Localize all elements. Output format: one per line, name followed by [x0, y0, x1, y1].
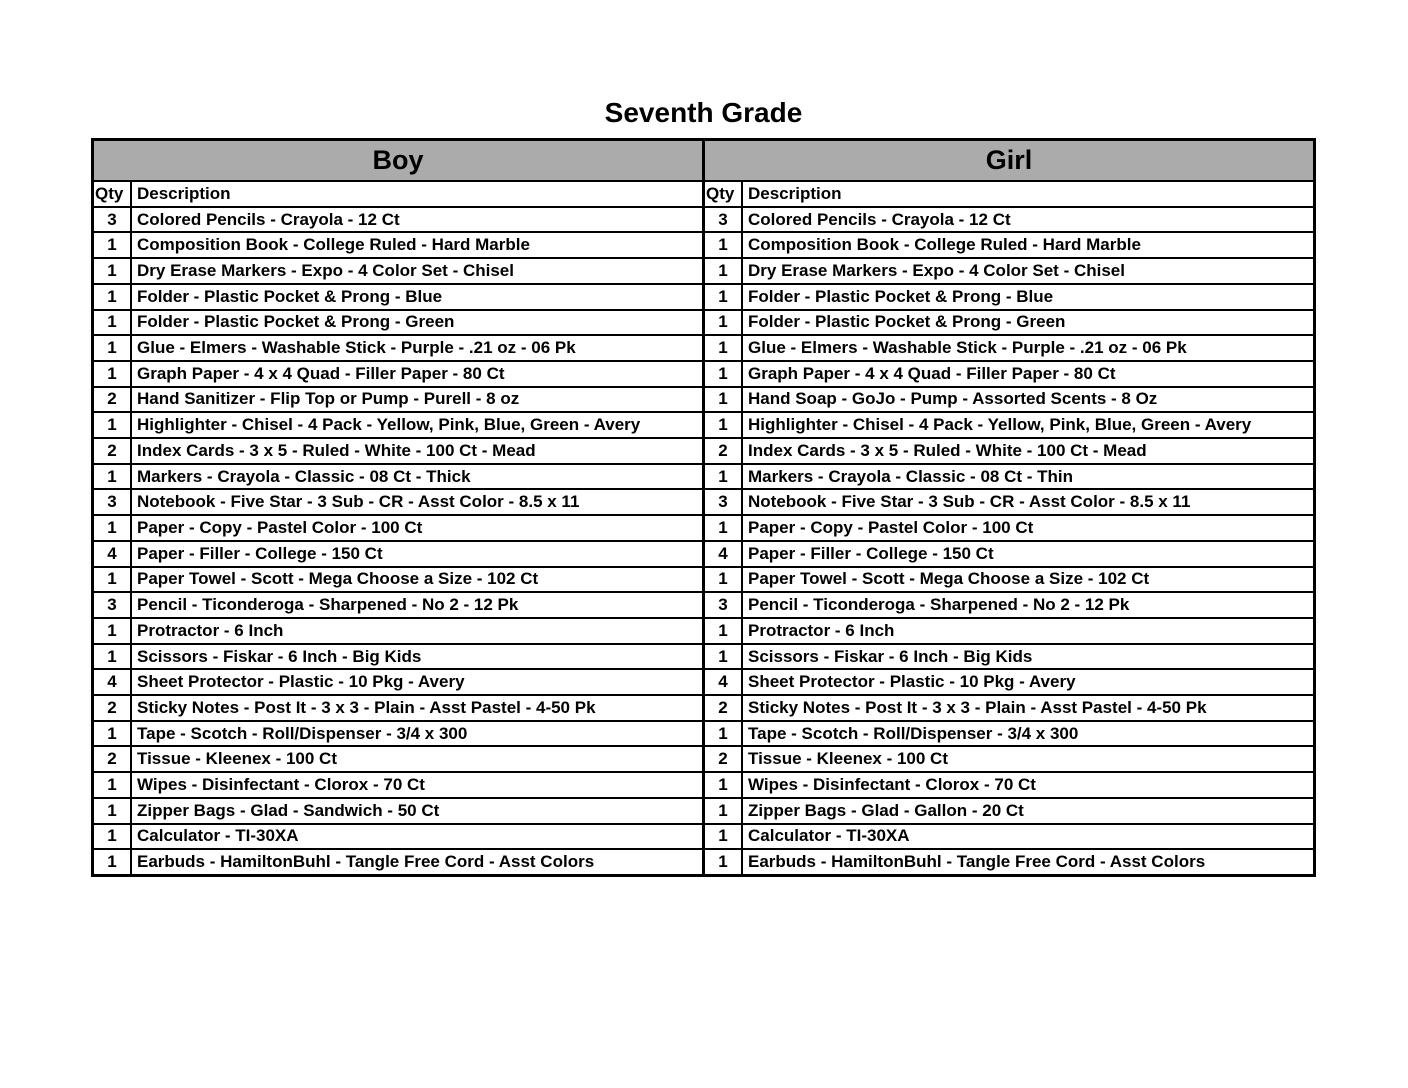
table-row [94, 259, 702, 285]
description-cell: Highlighter - Chisel - 4 Pack - Yellow, Pink, Blue, Green - Avery [748, 415, 1252, 435]
table-row [94, 336, 702, 362]
qty-cell: 3 [94, 208, 132, 232]
table-row [94, 413, 702, 439]
table-row [705, 799, 1313, 825]
table-row [94, 542, 702, 568]
table-row [705, 722, 1313, 748]
table-row [94, 285, 702, 311]
qty-cell: 4 [705, 670, 743, 694]
qty-cell: 2 [94, 439, 132, 463]
description-cell: Composition Book - College Ruled - Hard Marble [137, 235, 530, 255]
qty-cell: 3 [94, 490, 132, 514]
qty-cell: 2 [705, 696, 743, 720]
qty-column-header: Qty [705, 182, 743, 206]
description-cell: Paper Towel - Scott - Mega Choose a Size - 102 Ct [137, 569, 539, 589]
qty-cell: 3 [705, 593, 743, 617]
qty-cell: 1 [705, 336, 743, 360]
qty-cell: 1 [705, 645, 743, 669]
description-cell: Scissors - Fiskar - 6 Inch - Big Kids [137, 646, 422, 666]
description-cell: Markers - Crayola - Classic - 08 Ct - Thin [748, 466, 1073, 486]
qty-cell: 1 [94, 619, 132, 643]
description-cell: Wipes - Disinfectant - Clorox - 70 Ct [137, 775, 425, 795]
qty-cell: 4 [705, 542, 743, 566]
qty-cell: 2 [94, 696, 132, 720]
description-cell: Scissors - Fiskar - 6 Inch - Big Kids [748, 646, 1033, 666]
table-row [94, 722, 702, 748]
description-cell: Zipper Bags - Glad - Sandwich - 50 Ct [137, 800, 440, 820]
description-cell: Pencil - Ticonderoga - Sharpened - No 2 - 12 Pk [137, 595, 519, 615]
description-cell: Notebook - Five Star - 3 Sub - CR - Asst Color - 8.5 x 11 [748, 492, 1191, 512]
qty-cell: 1 [705, 825, 743, 849]
column-header-row [94, 182, 702, 208]
qty-cell: 1 [94, 773, 132, 797]
qty-cell: 2 [705, 439, 743, 463]
table-row [705, 516, 1313, 542]
table-row [94, 490, 702, 516]
qty-cell: 1 [705, 388, 743, 412]
qty-cell: 1 [705, 516, 743, 540]
qty-cell: 1 [94, 233, 132, 257]
table-row [705, 413, 1313, 439]
description-cell: Graph Paper - 4 x 4 Quad - Filler Paper - 80 Ct [137, 363, 505, 383]
description-cell: Paper Towel - Scott - Mega Choose a Size - 102 Ct [748, 569, 1150, 589]
qty-cell: 1 [94, 799, 132, 823]
table-row [94, 568, 702, 594]
table-row [705, 259, 1313, 285]
description-cell: Earbuds - HamiltonBuhl - Tangle Free Cord - Asst Colors [137, 852, 595, 872]
gender-header: Boy [94, 141, 702, 182]
qty-cell: 3 [705, 208, 743, 232]
description-cell: Sticky Notes - Post It - 3 x 3 - Plain - Asst Pastel - 4-50 Pk [748, 697, 1207, 717]
description-cell: Glue - Elmers - Washable Stick - Purple - .21 oz - 06 Pk [137, 338, 576, 358]
table-row [705, 670, 1313, 696]
qty-cell: 1 [705, 619, 743, 643]
description-cell: Wipes - Disinfectant - Clorox - 70 Ct [748, 775, 1036, 795]
qty-cell: 1 [94, 311, 132, 335]
description-cell: Pencil - Ticonderoga - Sharpened - No 2 - 12 Pk [748, 595, 1130, 615]
qty-cell: 1 [705, 311, 743, 335]
description-cell: Paper - Copy - Pastel Color - 100 Ct [137, 517, 423, 537]
table-row [705, 696, 1313, 722]
page-title: Seventh Grade [604, 97, 803, 128]
qty-cell: 1 [705, 799, 743, 823]
qty-cell: 4 [94, 670, 132, 694]
table-row [94, 645, 702, 671]
qty-cell: 1 [94, 645, 132, 669]
table-row [705, 208, 1313, 234]
description-cell: Folder - Plastic Pocket & Prong - Blue [748, 286, 1054, 306]
qty-cell: 1 [94, 568, 132, 592]
qty-cell: 1 [705, 850, 743, 874]
description-cell: Calculator - TI-30XA [137, 826, 299, 846]
description-column-header: Description [748, 183, 842, 203]
table-row [94, 773, 702, 799]
qty-cell: 1 [705, 233, 743, 257]
table-row [705, 542, 1313, 568]
qty-cell: 1 [705, 722, 743, 746]
qty-cell: 1 [94, 285, 132, 309]
qty-cell: 1 [94, 362, 132, 386]
description-cell: Folder - Plastic Pocket & Prong - Blue [137, 286, 443, 306]
table-row [94, 799, 702, 825]
table-row [94, 233, 702, 259]
table-row [705, 645, 1313, 671]
description-cell: Colored Pencils - Crayola - 12 Ct [137, 209, 400, 229]
table-row [705, 773, 1313, 799]
table-row [705, 825, 1313, 851]
qty-cell: 1 [94, 825, 132, 849]
table-row [705, 568, 1313, 594]
table-row [705, 465, 1313, 491]
qty-cell: 1 [705, 285, 743, 309]
description-cell: Sheet Protector - Plastic - 10 Pkg - Avery [748, 672, 1076, 692]
description-cell: Sheet Protector - Plastic - 10 Pkg - Avery [137, 672, 465, 692]
description-cell: Tissue - Kleenex - 100 Ct [137, 749, 337, 769]
table-row [705, 233, 1313, 259]
description-cell: Markers - Crayola - Classic - 08 Ct - Thick [137, 466, 471, 486]
table-row [94, 208, 702, 234]
qty-cell: 1 [94, 465, 132, 489]
table-row [705, 311, 1313, 337]
description-cell: Hand Soap - GoJo - Pump - Assorted Scents - 8 Oz [748, 389, 1158, 409]
table-row [705, 285, 1313, 311]
qty-cell: 1 [94, 259, 132, 283]
qty-cell: 1 [94, 516, 132, 540]
qty-cell: 1 [705, 773, 743, 797]
description-cell: Paper - Copy - Pastel Color - 100 Ct [748, 517, 1034, 537]
qty-cell: 1 [705, 259, 743, 283]
table-row [94, 825, 702, 851]
qty-cell: 2 [94, 388, 132, 412]
description-cell: Sticky Notes - Post It - 3 x 3 - Plain - Asst Pastel - 4-50 Pk [137, 697, 596, 717]
description-cell: Composition Book - College Ruled - Hard Marble [748, 235, 1141, 255]
table-row [705, 336, 1313, 362]
description-cell: Protractor - 6 Inch [748, 620, 895, 640]
description-cell: Tissue - Kleenex - 100 Ct [748, 749, 948, 769]
table-row [705, 388, 1313, 414]
table-row [94, 516, 702, 542]
description-column-header: Description [137, 183, 231, 203]
qty-column-header: Qty [94, 182, 132, 206]
description-cell: Notebook - Five Star - 3 Sub - CR - Asst Color - 8.5 x 11 [137, 492, 580, 512]
table-row [94, 747, 702, 773]
qty-cell: 1 [94, 722, 132, 746]
description-cell: Dry Erase Markers - Expo - 4 Color Set - Chisel [748, 260, 1125, 280]
description-cell: Paper - Filler - College - 150 Ct [137, 543, 383, 563]
description-cell: Index Cards - 3 x 5 - Ruled - White - 100 Ct - Mead [748, 440, 1147, 460]
gender-header: Girl [705, 141, 1313, 182]
qty-cell: 4 [94, 542, 132, 566]
description-cell: Dry Erase Markers - Expo - 4 Color Set - Chisel [137, 260, 514, 280]
description-cell: Highlighter - Chisel - 4 Pack - Yellow, Pink, Blue, Green - Avery [137, 415, 641, 435]
description-cell: Earbuds - HamiltonBuhl - Tangle Free Cord - Asst Colors [748, 852, 1206, 872]
section-boy [94, 141, 702, 874]
qty-cell: 1 [705, 568, 743, 592]
description-cell: Graph Paper - 4 x 4 Quad - Filler Paper - 80 Ct [748, 363, 1116, 383]
qty-cell: 3 [94, 593, 132, 617]
table-row [94, 593, 702, 619]
qty-cell: 1 [94, 413, 132, 437]
table-row [94, 619, 702, 645]
supply-list-table [91, 138, 1316, 877]
description-cell: Glue - Elmers - Washable Stick - Purple - .21 oz - 06 Pk [748, 338, 1187, 358]
table-row [94, 362, 702, 388]
qty-cell: 2 [94, 747, 132, 771]
description-cell: Hand Sanitizer - Flip Top or Pump - Purell - 8 oz [137, 389, 520, 409]
description-cell: Index Cards - 3 x 5 - Ruled - White - 100 Ct - Mead [137, 440, 536, 460]
column-header-row [705, 182, 1313, 208]
table-row [705, 490, 1313, 516]
table-row [94, 465, 702, 491]
description-cell: Folder - Plastic Pocket & Prong - Green [137, 312, 455, 332]
table-row [94, 388, 702, 414]
description-cell: Tape - Scotch - Roll/Dispenser - 3/4 x 300 [137, 723, 468, 743]
description-cell: Colored Pencils - Crayola - 12 Ct [748, 209, 1011, 229]
qty-cell: 3 [705, 490, 743, 514]
qty-cell: 2 [705, 747, 743, 771]
qty-cell: 1 [94, 850, 132, 874]
section-girl [702, 141, 1313, 874]
description-cell: Zipper Bags - Glad - Gallon - 20 Ct [748, 800, 1024, 820]
description-cell: Calculator - TI-30XA [748, 826, 910, 846]
table-row [705, 747, 1313, 773]
table-row [94, 850, 702, 874]
qty-cell: 1 [705, 413, 743, 437]
table-row [705, 439, 1313, 465]
table-row [705, 593, 1313, 619]
qty-cell: 1 [94, 336, 132, 360]
description-cell: Folder - Plastic Pocket & Prong - Green [748, 312, 1066, 332]
description-cell: Paper - Filler - College - 150 Ct [748, 543, 994, 563]
table-row [705, 362, 1313, 388]
table-row [705, 619, 1313, 645]
table-row [705, 850, 1313, 874]
description-cell: Protractor - 6 Inch [137, 620, 284, 640]
table-row [94, 311, 702, 337]
table-row [94, 670, 702, 696]
table-row [94, 439, 702, 465]
description-cell: Tape - Scotch - Roll/Dispenser - 3/4 x 300 [748, 723, 1079, 743]
table-row [94, 696, 702, 722]
qty-cell: 1 [705, 465, 743, 489]
qty-cell: 1 [705, 362, 743, 386]
